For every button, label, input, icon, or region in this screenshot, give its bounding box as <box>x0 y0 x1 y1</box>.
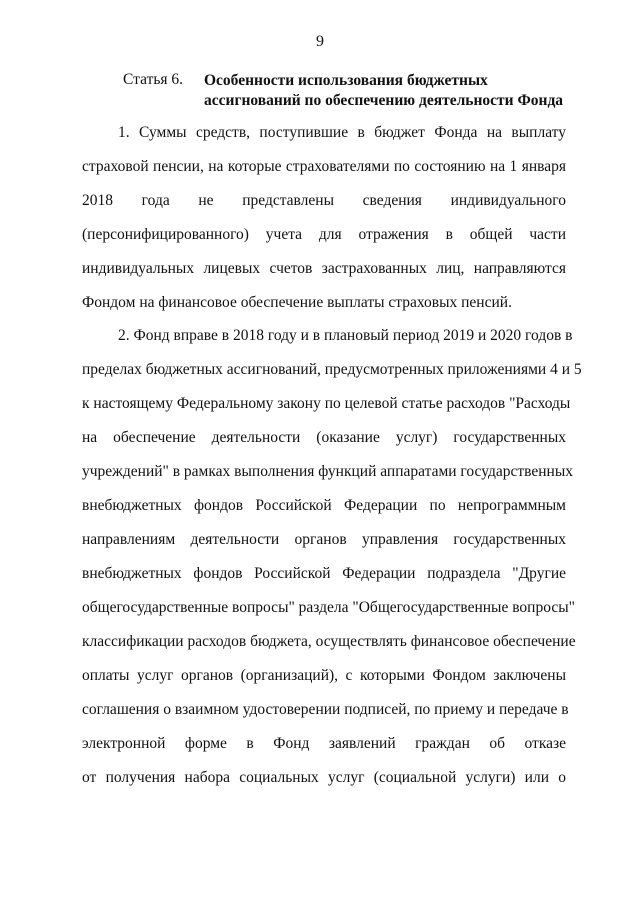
paragraph-2-line: внебюджетных фондов Российской Федерации по непрограммным <box>82 497 566 514</box>
paragraph-2-line: от получения набора социальных услуг (социальной услуги) или о <box>82 769 566 786</box>
page-number: 9 <box>316 33 324 50</box>
article-label: Статья 6. <box>123 71 184 88</box>
paragraph-2-line: общегосударственные вопросы" раздела "Общегосударственные вопросы" <box>82 599 575 616</box>
article-title-line: ассигнований по обеспечению деятельности Фонда <box>204 92 564 109</box>
paragraph-1-line: страховой пенсии, на которые страхователями по состоянию на 1 января <box>82 158 566 175</box>
paragraph-2-line: классификации расходов бюджета, осуществлять финансовое обеспечение <box>82 633 576 650</box>
paragraph-2-line: электронной форме в Фонд заявлений граждан об отказе <box>82 735 566 752</box>
paragraph-2-line: 2. Фонд вправе в 2018 году и в плановый период 2019 и 2020 годов в <box>118 327 573 344</box>
paragraph-1-line: индивидуальных лицевых счетов застрахованных лиц, направляются <box>82 260 566 277</box>
paragraph-2-line: соглашения о взаимном удостоверении подписей, по приему и передаче в <box>82 701 569 718</box>
paragraph-1-line: Фондом на финансовое обеспечение выплаты страховых пенсий. <box>82 294 512 311</box>
paragraph-2-line: на обеспечение деятельности (оказание услуг) государственных <box>82 429 566 446</box>
paragraph-1-line: 1. Суммы средств, поступившие в бюджет Фонда на выплату <box>118 124 566 141</box>
paragraph-2-line: внебюджетных фондов Российской Федерации подраздела "Другие <box>82 565 566 582</box>
paragraph-2-line: направлениям деятельности органов управления государственных <box>82 531 566 548</box>
paragraph-2-line: оплаты услуг органов (организаций), с которыми Фондом заключены <box>82 667 566 684</box>
paragraph-2-line: к настоящему Федеральному закону по целевой статье расходов "Расходы <box>82 395 571 412</box>
article-title <box>204 71 563 111</box>
paragraph-1-line: (персонифицированного) учета для отражения в общей части <box>82 226 566 243</box>
paragraph-2-line: учреждений" в рамках выполнения функций аппаратами государственных <box>82 463 574 480</box>
paragraph-2-line: пределах бюджетных ассигнований, предусмотренных приложениями 4 и 5 <box>82 361 582 378</box>
article-title-line: Особенности использования бюджетных <box>204 72 488 89</box>
paragraph-1-line: 2018 года не представлены сведения индивидуального <box>82 192 566 209</box>
